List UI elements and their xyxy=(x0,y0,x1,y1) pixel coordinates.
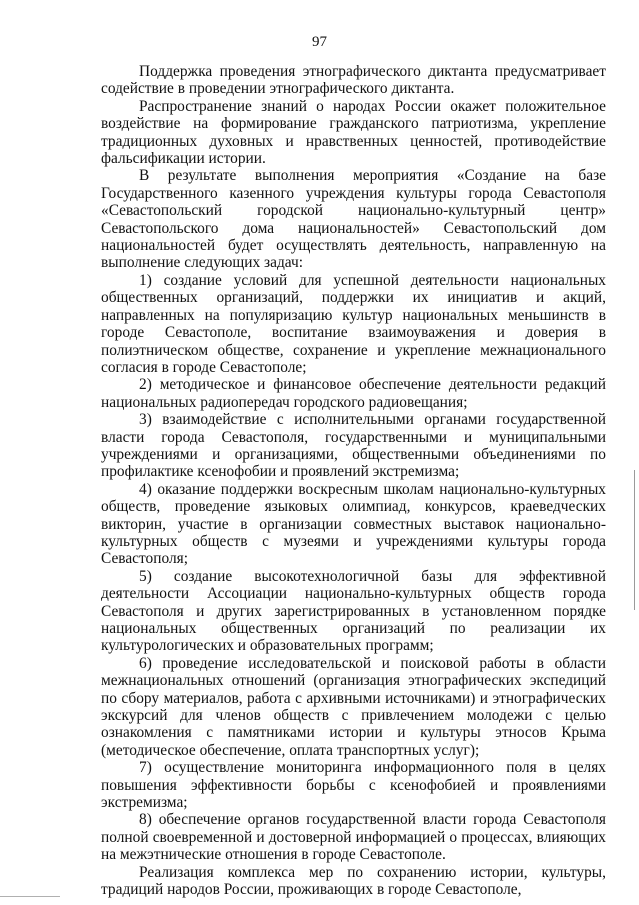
task-item-3: 3) взаимодействие с исполнительными органами государственной власти города Севастополя, государственными и муниципальными учреждениями и организациями, общественными объединениями по профилактике ксенофобии и проявлений экстремизма; xyxy=(101,411,606,481)
task-item-7: 7) осуществление мониторинга информационного поля в целях повышения эффективности борьбы с ксенофобией и проявлениями экстремизма; xyxy=(101,759,606,812)
paragraph-ethnographic-dictation: Поддержка проведения этнографического диктанта предусматривает содействие в проведении этнографического диктанта. xyxy=(101,63,606,98)
scan-corner-line xyxy=(0,896,60,897)
paragraph-knowledge-spread: Распространение знаний о народах России окажет положительное воздействие на формирование гражданского патриотизма, укрепление традиционных духовных и нравственных ценностей, противодействие фальсификации истории. xyxy=(101,97,606,168)
paragraph-sevastopol-house-tasks: В результате выполнения мероприятия «Создание на базе Государственного казенного учреждения культуры города Севастополя «Севастопольский городской национально-культурный центр» Севастопольского дома национальностей» Севастопольский дом национальностей будет осуществлять деятельность, направленную на выполнение следующих задач: xyxy=(101,167,606,272)
task-item-6: 6) проведение исследовательской и поисковой работы в области межнациональных отношений (организация этнографических экспедиций по сбору материалов, работа с архивными источниками) и этнографических экскурсий для членов обществ с привлечением молодежи с целью ознакомления с памятниками истории и культуры этносов Крыма (методическое обеспечение, оплата транспортных услуг); xyxy=(101,654,606,759)
scan-edge-line xyxy=(634,470,635,610)
task-item-4: 4) оказание поддержки воскресным школам национально-культурных обществ, проведение языковых олимпиад, конкурсов, краеведческих викторин, участие в организации совместных выставок национально-культурных обществ с музеями и учреждениями культуры города Севастополя; xyxy=(101,480,606,568)
task-item-1: 1) создание условий для успешной деятельности национальных общественных организаций, поддержки их инициатив и акций, направленных на популяризацию культур национальных меньшинств в городе Севастополе, воспитание взаимоуважения и доверия в полиэтническом обществе, сохранение и укрепление межнационального согласия в городе Севастополе; xyxy=(101,271,606,376)
task-item-8: 8) обеспечение органов государственной власти города Севастополя полной своевременной и достоверной информацией о процессах, влияющих на межэтнические отношения в городе Севастополе. xyxy=(101,811,606,864)
page-number: 97 xyxy=(312,34,327,50)
paragraph-implementation: Реализация комплекса мер по сохранению истории, культуры, традиций народов России, проживающих в городе Севастополе, xyxy=(101,863,606,899)
task-item-2: 2) методическое и финансовое обеспечение деятельности редакций национальных радиопередач городского радиовещания; xyxy=(101,376,606,411)
document-body xyxy=(101,63,606,899)
task-item-5: 5) создание высокотехнологичной базы для эффективной деятельности Ассоциации национально-культурных обществ города Севастополя и других зарегистрированных в установленном порядке национальных общественных организаций по реализации их культурологических и образовательных программ; xyxy=(101,567,606,655)
